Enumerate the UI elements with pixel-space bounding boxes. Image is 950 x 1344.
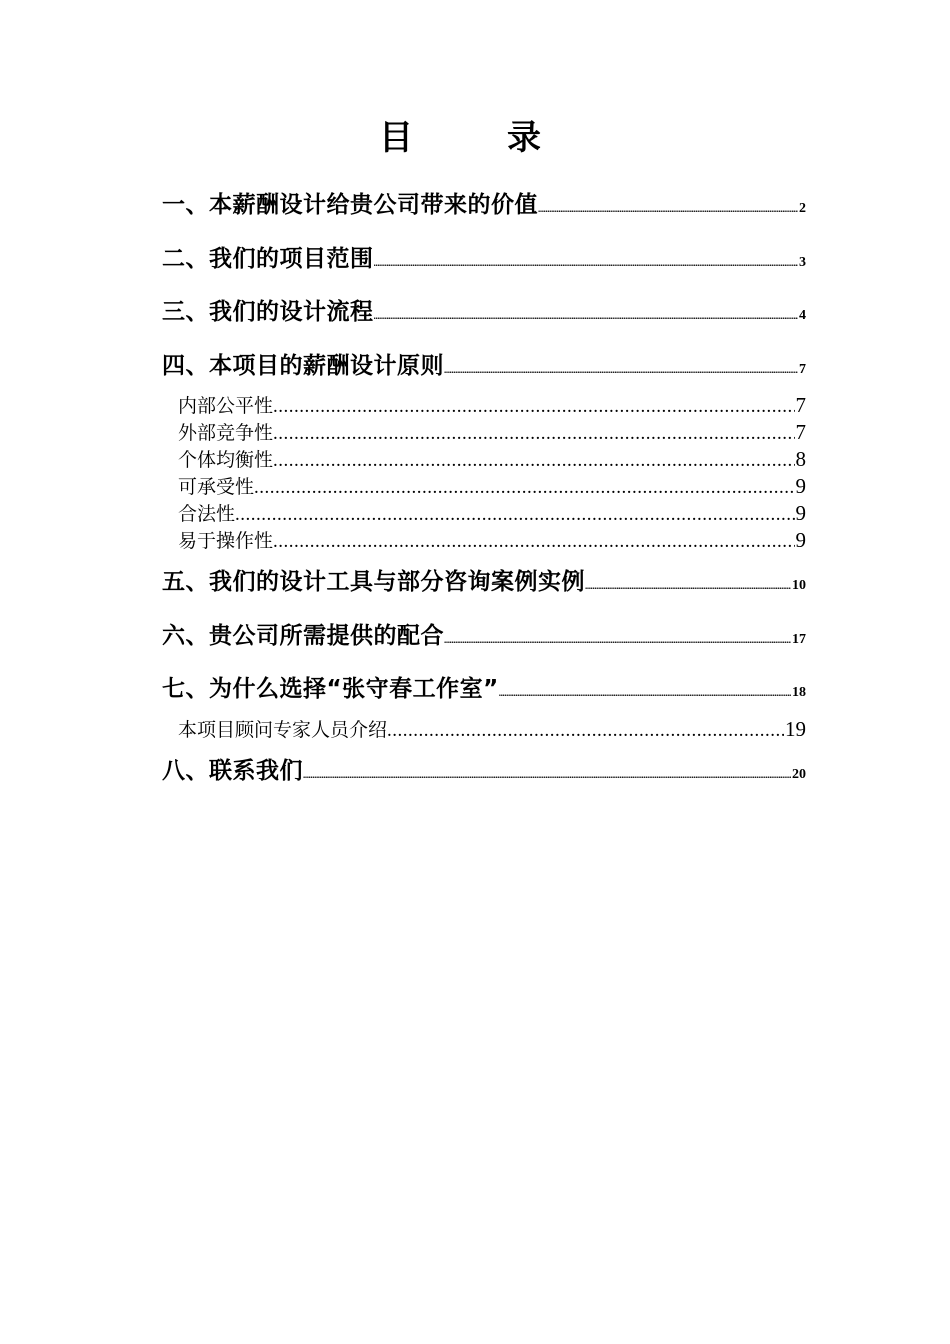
toc-dot-leader [273, 396, 794, 418]
toc-entry-title: 外部竞争性 [178, 422, 274, 444]
toc-entry[interactable] [162, 347, 806, 381]
toc-entry-title: 六、贵公司所需提供的配合 [162, 623, 444, 649]
toc-page-number: 10 [792, 578, 806, 593]
toc-entry-title: 三、我们的设计流程 [162, 299, 374, 325]
toc-entry[interactable] [162, 293, 806, 327]
toc-page-number: 9 [795, 474, 806, 498]
toc-subentry[interactable] [178, 472, 806, 498]
toc-entry[interactable] [162, 563, 806, 597]
toc-entry-title: 可承受性 [178, 476, 255, 498]
toc-page-number: 17 [792, 632, 806, 647]
toc-dot-leader [499, 688, 791, 698]
toc-dot-leader [303, 770, 791, 780]
toc-entry-title: 八、联系我们 [162, 758, 303, 784]
toc-page-number: 7 [795, 393, 806, 417]
toc-dot-leader [387, 720, 784, 742]
toc-entry[interactable] [162, 617, 806, 651]
toc-dot-leader [585, 581, 791, 591]
toc-page-number: 3 [799, 255, 806, 270]
toc-entry-title: 七、为什么选择“张守春工作室” [162, 676, 499, 702]
toc-dot-leader [374, 258, 799, 268]
toc-dot-leader [235, 504, 794, 526]
toc-entry-title: 合法性 [178, 503, 236, 525]
toc-entry[interactable] [162, 670, 806, 704]
toc-entry[interactable] [162, 186, 806, 220]
page-title: 目 录 [379, 118, 571, 158]
toc-page-number: 2 [799, 201, 806, 216]
toc-entry-title: 本项目顾问专家人员介绍 [178, 719, 388, 741]
toc-dot-leader [444, 635, 791, 645]
toc-entry-title: 二、我们的项目范围 [162, 246, 374, 272]
toc-entry-title: 易于操作性 [178, 530, 274, 552]
toc-entry-title: 五、我们的设计工具与部分咨询案例实例 [162, 569, 585, 595]
toc-entry[interactable] [162, 240, 806, 274]
toc-subentry[interactable] [178, 715, 806, 741]
toc-entry-title: 四、本项目的薪酬设计原则 [162, 353, 444, 379]
toc-entry[interactable] [162, 752, 806, 786]
toc-entry-title: 一、本薪酬设计给贵公司带来的价值 [162, 192, 538, 218]
toc-subentry[interactable] [178, 499, 806, 525]
toc-page-number: 20 [792, 767, 806, 782]
toc-page-number: 18 [792, 685, 806, 700]
toc-page-number: 19 [785, 717, 806, 741]
toc-page-number: 7 [795, 420, 806, 444]
toc-subentry[interactable] [178, 391, 806, 417]
toc-dot-leader [374, 311, 799, 321]
toc-page-number: 8 [795, 447, 806, 471]
toc-subentry[interactable] [178, 526, 806, 552]
toc-dot-leader [444, 365, 798, 375]
toc-dot-leader [273, 531, 794, 553]
toc-dot-leader [273, 450, 794, 472]
toc-entry-title: 内部公平性 [178, 395, 274, 417]
toc-dot-leader [273, 423, 794, 445]
toc-page-number: 9 [795, 501, 806, 525]
toc-page-number: 7 [799, 362, 806, 377]
toc-dot-leader [254, 477, 794, 499]
toc-subentry[interactable] [178, 445, 806, 471]
toc-page-number: 4 [799, 308, 806, 323]
toc-page-number: 9 [795, 528, 806, 552]
toc-dot-leader [538, 204, 798, 214]
toc-subentry[interactable] [178, 418, 806, 444]
toc-entry-title: 个体均衡性 [178, 449, 274, 471]
